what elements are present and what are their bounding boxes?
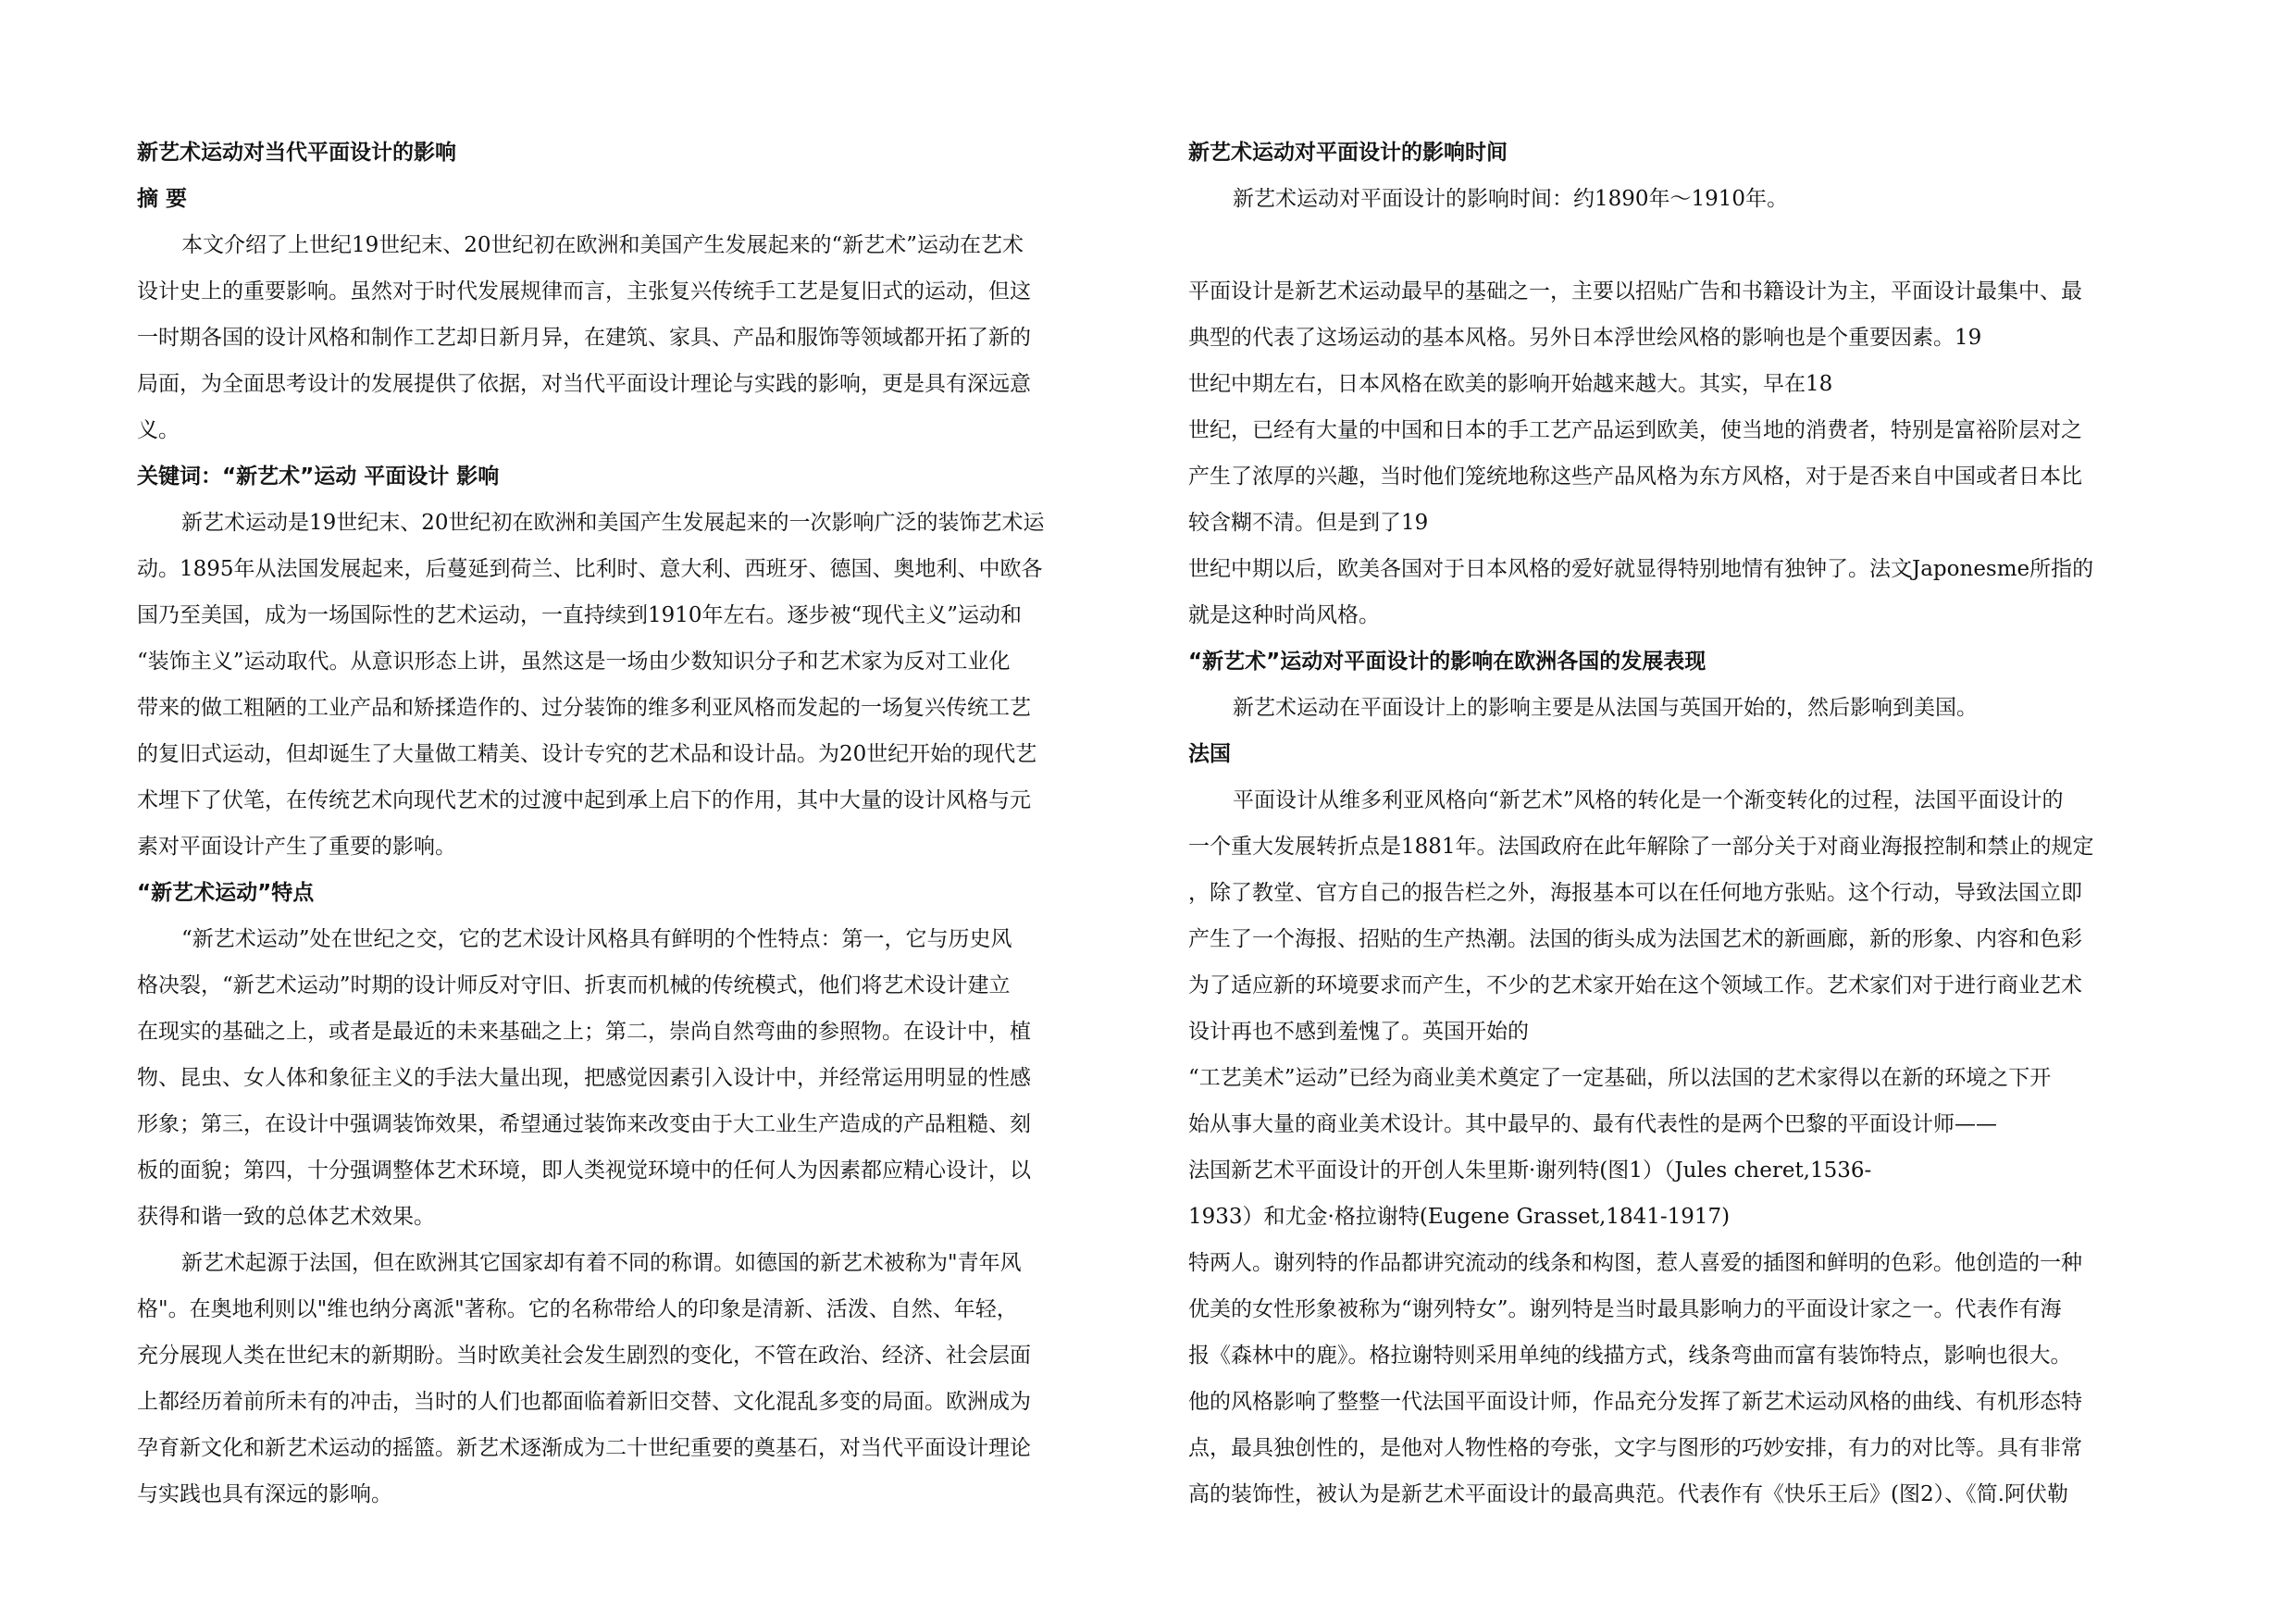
text-line: 世纪中期左右，日本风格在欧美的影响开始越来越大。其实，早在18 xyxy=(1188,372,1833,396)
text-line: 板的面貌；第四，十分强调整体艺术环境，即人类视觉环境中的任何人为因素都应精心设计，以 xyxy=(137,1158,1031,1183)
text-line: 在现实的基础之上，或者是最近的未来基础之上；第二，崇尚自然弯曲的参照物。在设计中，植 xyxy=(137,1020,1031,1044)
text-line: 平面设计从维多利亚风格向“新艺术”风格的转化是一个渐变转化的过程，法国平面设计的 xyxy=(1233,788,2064,812)
text-line: 获得和谐一致的总体艺术效果。 xyxy=(137,1205,435,1229)
text-line: 高的装饰性，被认为是新艺术平面设计的最高典范。代表作有《快乐王后》(图2）、《简.阿伏勒 xyxy=(1188,1482,2068,1506)
text-line: 术埋下了伏笔，在传统艺术向现代艺术的过渡中起到承上启下的作用，其中大量的设计风格与元 xyxy=(137,788,1031,812)
text-line: 新艺术运动是19世纪末、20世纪初在欧洲和美国产生发展起来的一次影响广泛的装饰艺术运 xyxy=(181,511,1045,535)
text-line: 设计史上的重要影响。虽然对于时代发展规律而言，主张复兴传统手工艺是复旧式的运动，但这 xyxy=(137,279,1031,304)
text-line: 较含糊不清。但是到了19 xyxy=(1188,511,1429,535)
text-line: 特两人。谢列特的作品都讲究流动的线条和构图，惹人喜爱的插图和鲜明的色彩。他创造的一种 xyxy=(1188,1251,2082,1275)
text-line: 世纪，已经有大量的中国和日本的手工艺产品运到欧美，使当地的消费者，特别是富裕阶层对之 xyxy=(1188,418,2082,442)
blank-line xyxy=(1188,222,2169,268)
section-heading: 关键词：“新艺术”运动 平面设计 影响 xyxy=(137,465,500,489)
text-line: 新艺术运动对平面设计的影响时间：约1890年～1910年。 xyxy=(1233,187,1789,211)
text-line: 产生了浓厚的兴趣，当时他们笼统地称这些产品风格为东方风格，对于是否来自中国或者日本比 xyxy=(1188,465,2082,489)
text-line: 形象；第三，在设计中强调装饰效果，希望通过装饰来改变由于大工业生产造成的产品粗糙、刻 xyxy=(137,1112,1031,1136)
text-line: “装饰主义”运动取代。从意识形态上讲，虽然这是一场由少数知识分子和艺术家为反对工业化 xyxy=(137,650,1011,674)
text-line: 充分展现人类在世纪末的新期盼。当时欧美社会发生剧烈的变化，不管在政治、经济、社会层面 xyxy=(137,1344,1031,1368)
section-heading: 新艺术运动对当代平面设计的影响 xyxy=(137,141,456,165)
text-line: 物、昆虫、女人体和象征主义的手法大量出现，把感觉因素引入设计中，并经常运用明显的性感 xyxy=(137,1066,1031,1090)
text-line: 始从事大量的商业美术设计。其中最早的、最有代表性的是两个巴黎的平面设计师—— xyxy=(1188,1112,1997,1136)
text-line: 世纪中期以后，欧美各国对于日本风格的爱好就显得特别地情有独钟了。法文Japonesme所指的 xyxy=(1188,557,2094,581)
text-line: 局面，为全面思考设计的发展提供了依据，对当代平面设计理论与实践的影响，更是具有深远意 xyxy=(137,372,1031,396)
left-column xyxy=(137,130,1116,1518)
text-line: 就是这种时尚风格。 xyxy=(1188,603,1380,627)
right-column xyxy=(1188,130,2169,1518)
text-line: 产生了一个海报、招贴的生产热潮。法国的街头成为法国艺术的新画廊，新的形象、内容和色彩 xyxy=(1188,927,2082,951)
text-line: 新艺术起源于法国，但在欧洲其它国家却有着不同的称谓。如德国的新艺术被称为"青年风 xyxy=(181,1251,1022,1275)
text-line: 新艺术运动在平面设计上的影响主要是从法国与英国开始的，然后影响到美国。 xyxy=(1233,696,1978,720)
text-line: 优美的女性形象被称为“谢列特女”。谢列特是当时最具影响力的平面设计家之一。代表作有海 xyxy=(1188,1297,2062,1321)
text-line: 平面设计是新艺术运动最早的基础之一，主要以招贴广告和书籍设计为主，平面设计最集中、最 xyxy=(1188,279,2082,304)
text-line: 素对平面设计产生了重要的影响。 xyxy=(137,835,456,859)
text-line: 1933）和尤金·格拉谢特(Eugene Grasset,1841-1917) xyxy=(1188,1205,1731,1229)
text-line: 的复旧式运动，但却诞生了大量做工精美、设计专究的艺术品和设计品。为20世纪开始的现代艺 xyxy=(137,742,1037,766)
text-line: 设计再也不感到羞愧了。英国开始的 xyxy=(1188,1020,1529,1044)
text-line: 动。1895年从法国发展起来，后蔓延到荷兰、比利时、意大利、西班牙、德国、奥地利、中欧各 xyxy=(137,557,1043,581)
text-line: 报《森林中的鹿》。格拉谢特则采用单纯的线描方式，线条弯曲而富有装饰特点，影响也很大。 xyxy=(1188,1344,2072,1368)
text-line: “新艺术运动”处在世纪之交，它的艺术设计风格具有鲜明的个性特点：第一，它与历史风 xyxy=(181,927,1012,951)
section-heading: 摘 要 xyxy=(137,187,188,211)
text-line: 格决裂，“新艺术运动”时期的设计师反对守旧、折衷而机械的传统模式，他们将艺术设计建立 xyxy=(137,973,1011,997)
text-line: 一时期各国的设计风格和制作工艺却日新月异，在建筑、家具、产品和服饰等领域都开拓了新的 xyxy=(137,326,1031,350)
text-line: 典型的代表了这场运动的基本风格。另外日本浮世绘风格的影响也是个重要因素。19 xyxy=(1188,326,1982,350)
text-line: 法国新艺术平面设计的开创人朱里斯·谢列特(图1）（Jules cheret,1536- xyxy=(1188,1158,1872,1183)
text-line: 他的风格影响了整整一代法国平面设计师，作品充分发挥了新艺术运动风格的曲线、有机形态特 xyxy=(1188,1390,2082,1414)
section-heading: 新艺术运动对平面设计的影响时间 xyxy=(1188,141,1508,165)
text-line: 孕育新文化和新艺术运动的摇篮。新艺术逐渐成为二十世纪重要的奠基石，对当代平面设计理论 xyxy=(137,1436,1031,1460)
text-line: 义。 xyxy=(137,418,180,442)
text-line: ，除了教堂、官方自己的报告栏之外，海报基本可以在任何地方张贴。这个行动，导致法国立即 xyxy=(1188,881,2082,905)
text-line: 带来的做工粗陋的工业产品和矫揉造作的、过分装饰的维多利亚风格而发起的一场复兴传统工艺 xyxy=(137,696,1031,720)
text-line: 国乃至美国，成为一场国际性的艺术运动，一直持续到1910年左右。逐步被“现代主义”运动和 xyxy=(137,603,1023,627)
text-line: 一个重大发展转折点是1881年。法国政府在此年解除了一部分关于对商业海报控制和禁止的规定 xyxy=(1188,835,2094,859)
text-line: 上都经历着前所未有的冲击，当时的人们也都面临着新旧交替、文化混乱多变的局面。欧洲成为 xyxy=(137,1390,1031,1414)
text-line: “工艺美术”运动”已经为商业美术奠定了一定基础，所以法国的艺术家得以在新的环境之下开 xyxy=(1188,1066,2052,1090)
text-line: 为了适应新的环境要求而产生，不少的艺术家开始在这个领域工作。艺术家们对于进行商业艺术 xyxy=(1188,973,2082,997)
section-heading: 法国 xyxy=(1188,742,1231,766)
section-heading: “新艺术”运动对平面设计的影响在欧洲各国的发展表现 xyxy=(1188,650,1706,674)
section-heading: “新艺术运动”特点 xyxy=(137,881,315,905)
text-line: 与实践也具有深远的影响。 xyxy=(137,1482,392,1506)
text-line: 格"。在奥地利则以"维也纳分离派"著称。它的名称带给人的印象是清新、活泼、自然、年轻， xyxy=(137,1297,1018,1321)
text-line: 点，最具独创性的，是他对人物性格的夸张，文字与图形的巧妙安排，有力的对比等。具有非常 xyxy=(1188,1436,2082,1460)
text-line: 本文介绍了上世纪19世纪末、20世纪初在欧洲和美国产生发展起来的“新艺术”运动在艺术 xyxy=(181,233,1024,257)
